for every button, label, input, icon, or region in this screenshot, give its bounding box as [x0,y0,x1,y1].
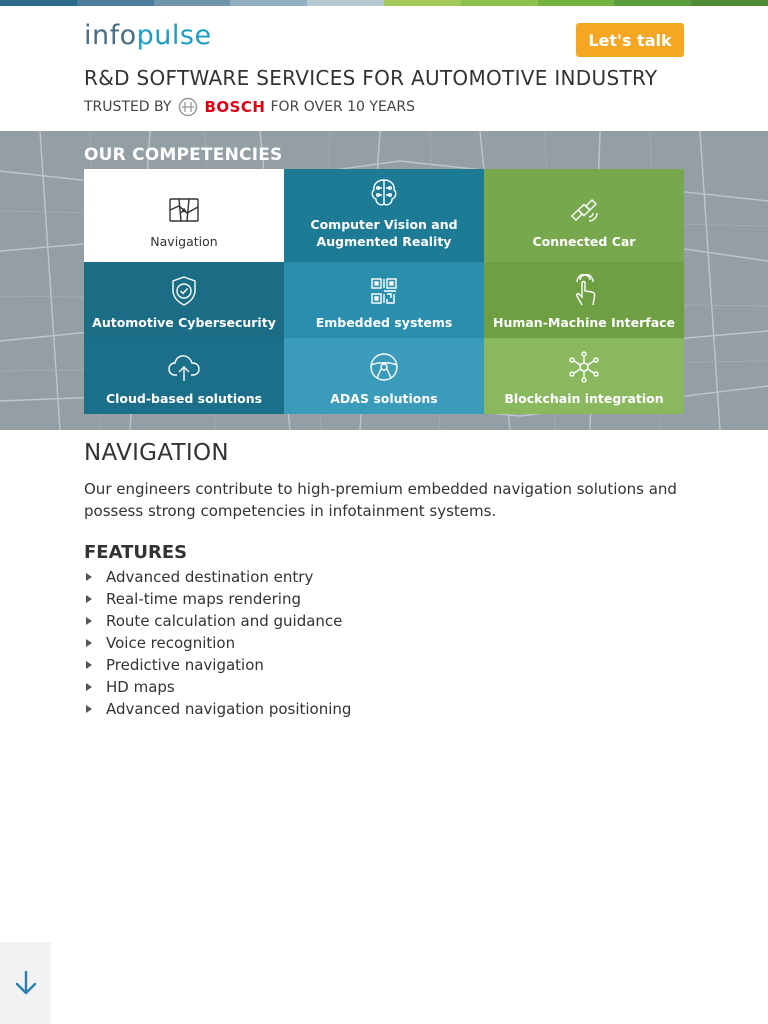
list-item [84,676,351,698]
feature-text: Voice recognition [106,634,236,652]
top-bar-segment [614,0,691,6]
tile-computer-vision[interactable] [284,169,484,262]
tile-label: Human-Machine Interface [492,315,676,330]
top-bar-segment [154,0,231,6]
feature-text: Real-time maps rendering [106,590,301,608]
feature-text: Advanced navigation positioning [106,700,352,718]
map-icon [167,193,201,227]
logo-part-info: info [84,20,137,51]
feature-text: Predictive navigation [106,656,264,674]
trusted-by-line [84,97,415,117]
tile-cloud[interactable] [84,338,284,414]
bullet-icon [86,683,92,691]
shield-icon [167,274,201,308]
section-description: Our engineers contribute to high-premium embedded navigation solutions and possess strong competencies in infotainment systems. [84,480,677,520]
tile-label: ADAS solutions [330,391,438,406]
tile-adas[interactable] [284,338,484,414]
bullet-icon [86,661,92,669]
top-bar-segment [307,0,384,6]
top-bar-segment [461,0,538,6]
tile-embedded-systems[interactable] [284,262,484,338]
tile-label: Cloud-based solutions [105,391,263,406]
feature-text: Advanced destination entry [106,568,314,586]
brain-icon [367,176,401,210]
tile-label: Computer Vision and Augmented Reality [310,217,458,249]
lets-talk-button[interactable]: Let's talk [576,23,684,57]
bosch-logo-icon [178,97,198,117]
top-bar-segment [538,0,615,6]
top-bar-segment [77,0,154,6]
top-bar-segment [384,0,461,6]
qr-code-icon [367,274,401,308]
list-item [84,566,351,588]
network-icon [567,350,601,384]
list-item [84,654,351,676]
feature-text: Route calculation and guidance [106,612,343,630]
tile-hmi[interactable] [484,262,684,338]
satellite-icon [567,193,601,227]
competencies-heading: OUR COMPETENCIES [84,145,283,165]
tile-label: Automotive Cybersecurity [92,315,276,330]
feature-text: HD maps [106,678,175,696]
trusted-prefix: TRUSTED BY [84,99,172,115]
touch-icon [567,274,601,308]
arrow-down-icon [14,970,38,996]
tile-label: Connected Car [532,234,636,249]
bullet-icon [86,639,92,647]
list-item [84,610,351,632]
features-heading: FEATURES [84,542,188,563]
tile-connected-car[interactable] [484,169,684,262]
infopulse-logo[interactable] [84,20,212,51]
logo-part-pulse: pulse [136,20,212,51]
bosch-brand: BOSCH [204,98,266,116]
tile-label: Blockchain integration [504,391,664,406]
top-color-bar [0,0,768,6]
bullet-icon [86,595,92,603]
bullet-icon [86,617,92,625]
bullet-icon [86,573,92,581]
tile-blockchain[interactable] [484,338,684,414]
top-bar-segment [230,0,307,6]
list-item [84,698,351,720]
tile-navigation[interactable] [84,169,284,262]
list-item [84,588,351,610]
section-title: NAVIGATION [84,440,229,466]
scroll-down-button[interactable] [0,942,51,1024]
tile-label: Embedded systems [315,315,453,330]
top-bar-segment [0,0,77,6]
top-bar-segment [691,0,768,6]
tile-cybersecurity[interactable] [84,262,284,338]
features-list [84,566,351,720]
competencies-grid [84,169,684,414]
tile-label: Navigation [150,234,218,249]
steering-wheel-icon [367,350,401,384]
trusted-suffix: FOR OVER 10 YEARS [270,99,415,115]
list-item [84,632,351,654]
cloud-upload-icon [167,350,201,384]
bullet-icon [86,705,92,713]
page-title: R&D SOFTWARE SERVICES FOR AUTOMOTIVE INDUSTRY [84,66,658,90]
